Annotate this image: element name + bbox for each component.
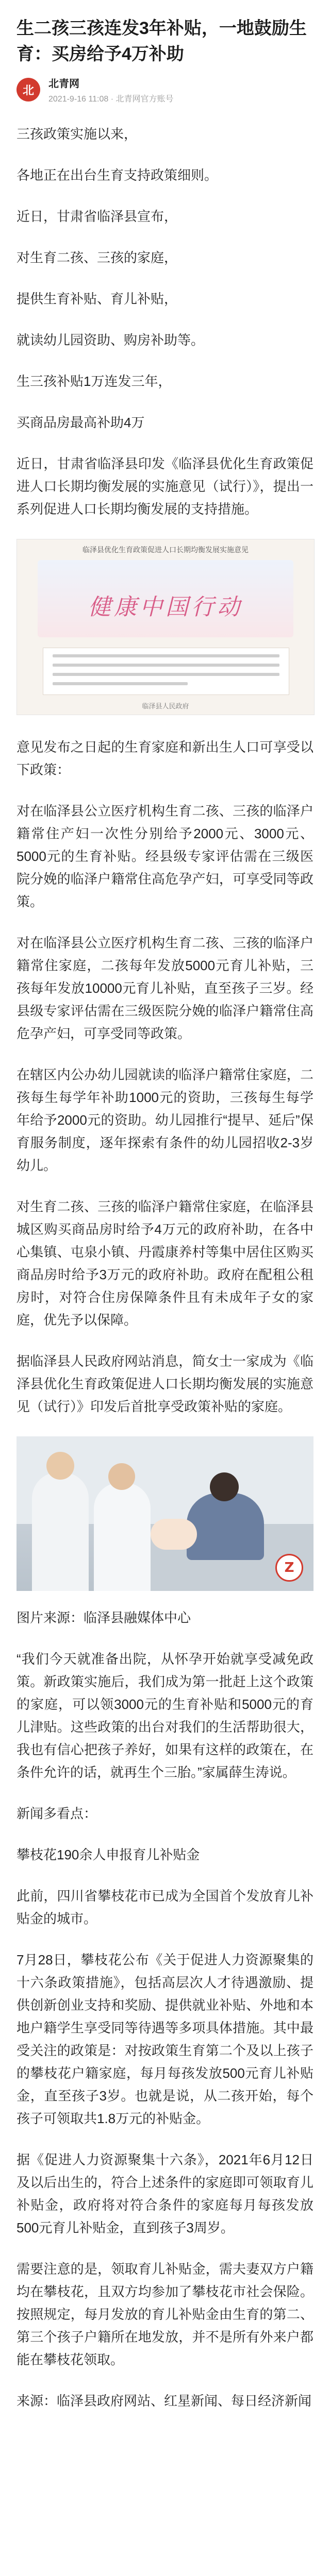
paragraph: 意见发布之日起的生育家庭和新出生人口可享受以下政策：	[16, 739, 314, 777]
photo-nurse-head	[108, 1463, 135, 1490]
paragraph: 此前，四川省攀枝花市已成为全国首个发放育儿补贴金的城市。	[16, 1888, 314, 1926]
document-excerpt	[43, 648, 289, 695]
banner-slogan: 健康中国行动	[88, 594, 243, 620]
text-line	[53, 673, 279, 676]
paragraph: 对在临泽县公立医疗机构生育二孩、三孩的临泽户籍常住产妇一次性分别给予2000元、3000元、5000元的生育补贴。经县级专家评估需在三级医院分娩的临泽户籍常住高危孕产妇，可享受同等政策。	[16, 803, 314, 909]
text-line	[53, 654, 279, 657]
paragraph: 对在临泽县公立医疗机构生育二孩、三孩的临泽户籍常住家庭，二孩每年发放5000元育儿补贴，三孩每年发放10000元育儿补贴，直至孩子三岁。经县级专家评估需在三级医院分娩的临泽户籍常住高危孕产妇，可享受同等政策。	[16, 935, 314, 1041]
paragraph: 在辖区内公办幼儿园就读的临泽户籍常住家庭，二孩每生每学年补助1000元的资助，三孩每生每学年给予2000元的资助。幼儿园推行“提早、延后”保育服务制度，逐年探索有条件的幼儿园招收2-3岁幼儿。	[16, 1067, 314, 1173]
image-caption-bottom: 临泽县人民政府	[142, 702, 189, 710]
paragraph: 7月28日，攀枝花公布《关于促进人力资源聚集的十六条政策措施》，包括高层次人才待遇激励、提供创新创业支持和奖励、提供就业补贴、外地和本地户籍学生享受同等待遇等多项具体措施。其中最受关注的政策是：对按政策生育第二个及以上孩子的攀枝花户籍家庭，每月每孩发放500元育儿补贴金，直至孩子3岁。也就是说，从二孩开始，每个孩子可领取共1.8万元的补贴金。	[16, 1952, 314, 2126]
article-page	[0, 15, 330, 2412]
paragraph: 新闻多看点：	[16, 1806, 97, 1821]
text-line	[53, 664, 279, 667]
article-meta	[16, 75, 314, 104]
source-info	[48, 75, 173, 104]
image-caption-top: 临泽县优化生育政策促进人口长期均衡发展实施意见	[82, 546, 249, 554]
photo-nurse-head	[46, 1452, 74, 1480]
policy-document-image[interactable]	[16, 539, 315, 715]
photo-baby	[151, 1519, 197, 1550]
text-line	[53, 682, 188, 685]
paragraph: 近日，甘肃省临泽县宣布，	[16, 209, 178, 224]
photo-nurse	[32, 1472, 89, 1591]
paragraph: 生三孩补贴1万连发三年，	[16, 374, 172, 389]
paragraph: 攀枝花190余人申报育儿补贴金	[16, 1847, 200, 1862]
paragraph: 需要注意的是，领取育儿补贴金，需夫妻双方户籍均在攀枝花，且双方均参加了攀枝花市社会保险。按照规定，每月发放的育儿补贴金由生育的第二、第三个孩子户籍所在地发放，并不是所有外来户都能在攀枝花领取。	[16, 2261, 314, 2367]
article-title: 生二孩三孩连发3年补贴，一地鼓励生育：买房给予4万补助	[16, 19, 307, 64]
photo-mother-head	[210, 1472, 239, 1501]
paragraph: 三孩政策实施以来，	[16, 126, 138, 142]
media-logo-icon: Z	[275, 1554, 303, 1582]
paragraph: 据《促进人力资源聚集十六条》，2021年6月12日及以后出生的，符合上述条件的家庭即可领取育儿补贴金，政府将对符合条件的家庭每月每孩发放500元育儿补贴金，直到孩子3周岁。	[16, 2152, 314, 2235]
article-sources: 来源：临泽县政府网站、红星新闻、每日经济新闻	[16, 2393, 312, 2409]
hospital-photo[interactable]	[16, 1436, 314, 1591]
photo-nurse	[94, 1483, 151, 1591]
photo-mother	[187, 1493, 264, 1560]
source-avatar[interactable]: 北	[16, 78, 40, 101]
paragraph: 对生育二孩、三孩的临泽户籍常住家庭，在临泽县城区购买商品房时给予4万元的政府补助，在各中心集镇、屯泉小镇、丹霞康养村等集中居住区购买商品房时给予3万元的政府补助。政府在配租公租房时，对符合住房保障条件且有未成年子女的家庭，优先予以保障。	[16, 1199, 314, 1328]
source-name[interactable]: 北青网	[48, 78, 79, 90]
paragraph: 就读幼儿园资助、购房补助等。	[16, 332, 205, 348]
paragraph: 据临泽县人民政府网站消息，简女士一家成为《临泽县优化生育政策促进人口长期均衡发展的实施意见（试行）》印发后首批享受政策补贴的家庭。	[16, 1353, 314, 1414]
paragraph: 对生育二孩、三孩的家庭，	[16, 250, 178, 265]
paragraph: “我们今天就准备出院，从怀孕开始就享受减免政策。新政策实施后，我们成为第一批赶上这个政策的家庭，可以领3000元的生育补贴和5000元的育儿津贴。这些政策的出台对我们的生活帮助很大，我也有信心把孩子养好，如果有这样的政策在，在条件允许的话，就再生个三胎。”家属薛生涛说。	[16, 1651, 314, 1780]
paragraph: 提供生育补贴、育儿补贴，	[16, 291, 178, 307]
image-source: 图片来源：临泽县融媒体中心	[16, 1610, 191, 1625]
paragraph: 各地正在出台生育支持政策细则。	[16, 167, 218, 183]
paragraph: 买商品房最高补助4万	[16, 415, 145, 430]
paragraph: 近日，甘肃省临泽县印发《临泽县优化生育政策促进人口长期均衡发展的实施意见（试行）》，提出一系列促进人口长期均衡发展的支持措施。	[16, 456, 314, 517]
publish-time: 2021-9-16 11:08 · 北青网官方账号	[48, 95, 174, 104]
